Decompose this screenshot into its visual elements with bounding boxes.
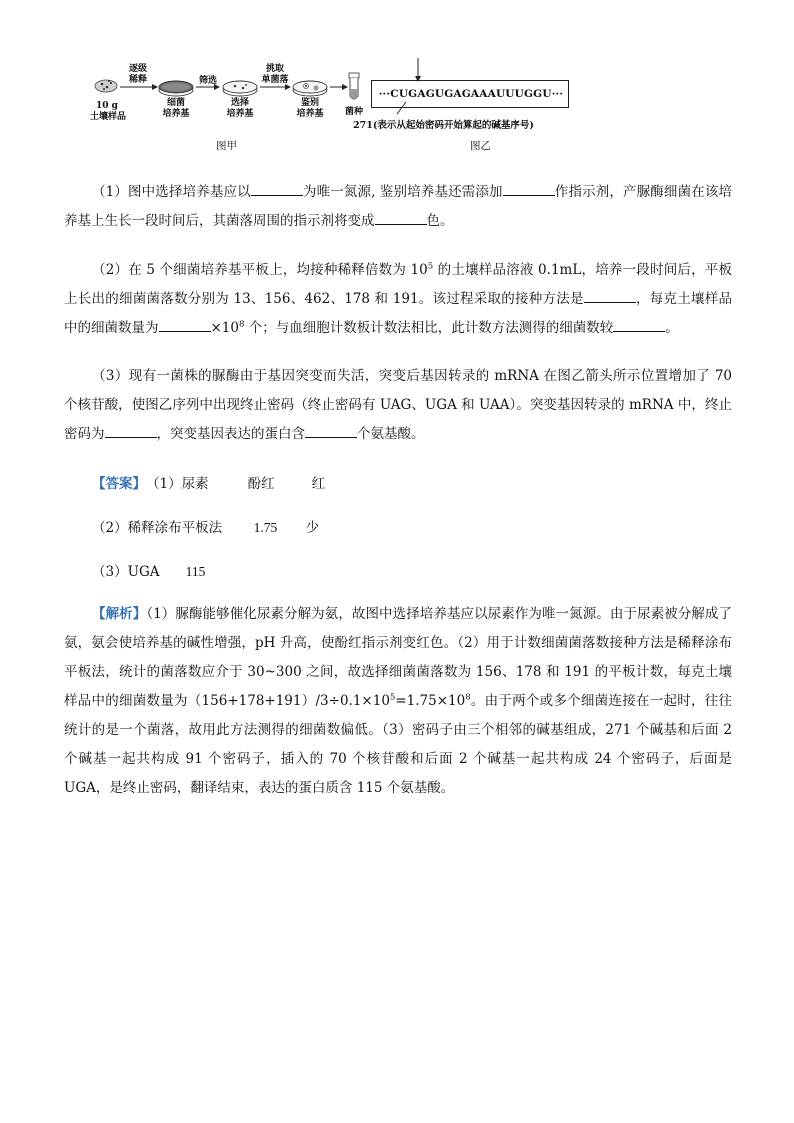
bacteria-plate-icon <box>159 81 193 96</box>
question-2 <box>64 256 732 343</box>
q1-text-c: 作指示剂，产脲酶细菌在该培养基上生长一段时间后，其菌落周围的指示剂将变成 <box>64 184 732 229</box>
q2-exponent: 5 <box>427 261 434 272</box>
experiment-figure <box>78 56 598 156</box>
q2-text-d: ×10 <box>210 320 239 336</box>
analysis-text-b: =1.75×10 <box>395 693 466 709</box>
q2-text-a: （2）在 5 个细菌培养基平板上，均接种稀释倍数为 10 <box>92 262 428 278</box>
answer-blank <box>375 210 427 225</box>
answer-blank <box>584 288 636 303</box>
analysis-text-c: 。由于两个或多个细菌连接在一起时，往往统计的是一个菌落，故用此方法测得的细菌数偏低。（3）密码子由三个相邻的碱基组成，271 个碱基和后面 2 个碱基一起共构成 91 个密码子，插入的 70 个核苷酸和后面 2 个碱基一起共构成 24 个密码子，后面是 UGA，是终止密码，翻译结束，表达的蛋白质含 115 个氨基酸。 <box>64 693 732 796</box>
insertion-arrow <box>415 58 421 82</box>
answer-2-number: （2） <box>92 520 128 536</box>
q2-text-e: 个；与血细胞计数板计数法相比，此计数方法测得的细菌数较 <box>244 320 614 336</box>
answer-2a: 稀释涂布平板法 <box>127 520 223 536</box>
sample-label: 10 g 土壤样品 <box>90 101 127 122</box>
strain-label: 菌种 <box>344 107 363 117</box>
q1-text-a: （1）图中选择培养基应以 <box>92 184 251 200</box>
answer-1b: 酚红 <box>247 476 275 492</box>
q1-text-d: 色。 <box>426 213 454 229</box>
dilute-label: 逐级 稀释 <box>128 64 147 85</box>
answer-blank <box>105 423 157 438</box>
answer-1a: 尿素 <box>181 476 209 492</box>
answer-blank <box>503 181 555 196</box>
answer-line-1 <box>92 472 325 492</box>
q3-text-c: 个氨基酸。 <box>357 426 425 442</box>
answer-2c: 少 <box>305 520 320 536</box>
q2-text-f: 。 <box>665 320 679 336</box>
screen-label: 筛选 <box>198 76 217 86</box>
answer-blank <box>613 317 665 332</box>
arrow-to-tube <box>330 84 348 90</box>
analysis-exponent-b: 8 <box>465 692 471 703</box>
mrna-sequence: ···CUGAGUGAGAAAUUUGGU··· <box>378 88 564 100</box>
q2-text-c: ，每克土壤样品中的细菌数量为 <box>64 291 733 336</box>
analysis-tag: 【解析】 <box>92 606 147 622</box>
answer-blank <box>305 423 357 438</box>
q2-exponent-2: 8 <box>239 319 245 330</box>
pick-label: 挑取 单菌落 <box>261 64 289 85</box>
q3-text-a: （3）现有一菌株的脲酶由于基因突变而失活，突变后基因转录的 mRNA 在图乙箭头所示位置增加了 70 个核苷酸，使图乙序列中出现终止密码（终止密码有 UAG、UGA 和 UAA）。突变基因转录的 mRNA 中，终止密码为 <box>64 368 732 442</box>
answer-3-number: （3） <box>92 564 128 580</box>
answer-3a: UGA <box>127 564 160 580</box>
differential-plate-label: 鉴别 培养基 <box>296 98 324 119</box>
sequence-note: 271(表示从起始密码开始算起的碱基序号) <box>353 120 534 131</box>
question-1 <box>64 178 732 236</box>
caption-b: 图乙 <box>470 140 491 152</box>
answer-1c: 红 <box>311 476 326 492</box>
soil-sample-icon <box>95 80 117 92</box>
analysis-text-a: （1）脲酶能够催化尿素分解为氨，故图中选择培养基应以尿素作为唯一氮源。由于尿素被分解成了氨，氨会使培养基的碱性增强，pH 升高，使酚红指示剂变红色。（2）用于计数细菌菌落数接种方法是稀释涂布平板法，统计的菌落数应介于 30~300 之间，故选择细菌菌落数为 156、178 和 191 的平板计数，每克土壤样品中的细菌数量为（156+178+191）/3÷0.1×10 <box>64 606 732 709</box>
answer-line-3 <box>92 560 205 580</box>
selective-plate-icon <box>223 81 257 96</box>
test-tube-icon <box>349 73 359 99</box>
differential-plate-icon <box>293 81 327 96</box>
sequence-box <box>371 80 569 108</box>
answer-line-2 <box>92 516 319 536</box>
selective-plate-label: 选择 培养基 <box>226 98 254 119</box>
q2-text-b: 的土壤样品溶液 0.1mL，培养一段时间后，平板上长出的细菌菌落数分别为 13、156、462、178 和 191。该过程采取的接种方法是 <box>64 262 732 307</box>
analysis <box>64 600 732 803</box>
q1-text-b: 为唯一氮源, 鉴别培养基还需添加 <box>302 184 503 200</box>
q3-text-b: ，突变基因表达的蛋白含 <box>156 426 305 442</box>
analysis-exponent-a: 5 <box>389 692 396 703</box>
caption-a: 图甲 <box>216 140 237 152</box>
answer-2b: 1.75 <box>253 520 278 535</box>
answer-blank <box>251 181 303 196</box>
bacteria-plate-label: 细菌 培养基 <box>162 98 190 119</box>
answer-1-number: （1） <box>146 476 182 492</box>
answer-tag: 【答案】 <box>92 476 146 492</box>
answer-blank <box>159 317 211 332</box>
question-3 <box>64 362 732 449</box>
answer-3b: 115 <box>185 564 206 579</box>
